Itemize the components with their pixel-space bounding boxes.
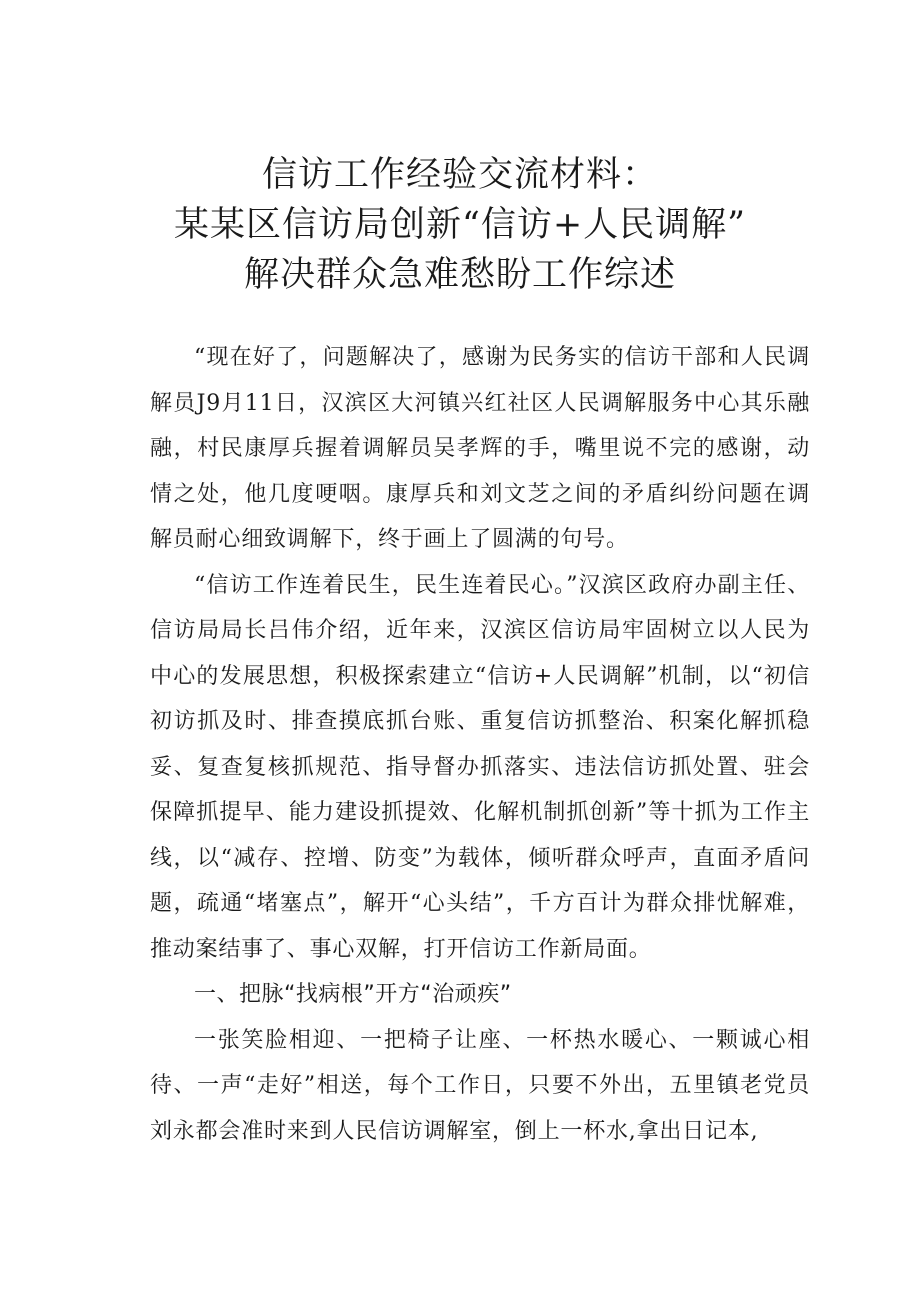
paragraph-intro: “现在好了，问题解决了，感谢为民务实的信访干部和人民调解员J9月11日，汉滨区大河镇兴红社区人民调解服务中心其乐融融，村民康厚兵握着调解员吴孝辉的手，嘴里说不完的感谢，动情之处，他几度哽咽。康厚兵和刘文芝之间的矛盾纠纷问题在调解员耐心细致调解下，终于画上了圆满的句号。 [150,345,810,552]
document-body [150,335,810,1154]
title-line-2: 某某区信访局创新“信访+人民调解” [173,205,747,245]
section-heading: 一、把脉“找病根”开方“治顽疾” [194,982,512,1007]
title-line-1: 信访工作经验交流材料： [261,155,658,195]
section-paragraph: 一张笑脸相迎、一把椅子让座、一杯热水暖心、一颗诚心相待、一声“走好”相送，每个工作日，只要不外出，五里镇老党员刘永都会准时来到人民信访调解室，倒上一杯水,拿出日记本, [150,1027,810,1144]
document-title [120,150,800,300]
title-line-3: 解决群众急难愁盼工作综述 [243,255,676,295]
paragraph-overview: “信访工作连着民生，民生连着民心。”汉滨区政府办副主任、信访局局长吕伟介绍，近年来，汉滨区信访局牢固树立以人民为中心的发展思想，积极探索建立“信访+人民调解”机制，以“初信初访抓及时、排查摸底抓台账、重复信访抓整治、积案化解抓稳妥、复查复核抓规范、指导督办抓落实、违法信访抓处置、驻会保障抓提早、能力建设抓提效、化解机制抓创新”等十抓为工作主线，以“减存、控增、防变”为载体，倾听群众呼声，直面矛盾问题，疏通“堵塞点”，解开“心头结”，千方百计为群众排忧解难，推动案结事了、事心双解，打开信访工作新局面。 [150,572,810,962]
